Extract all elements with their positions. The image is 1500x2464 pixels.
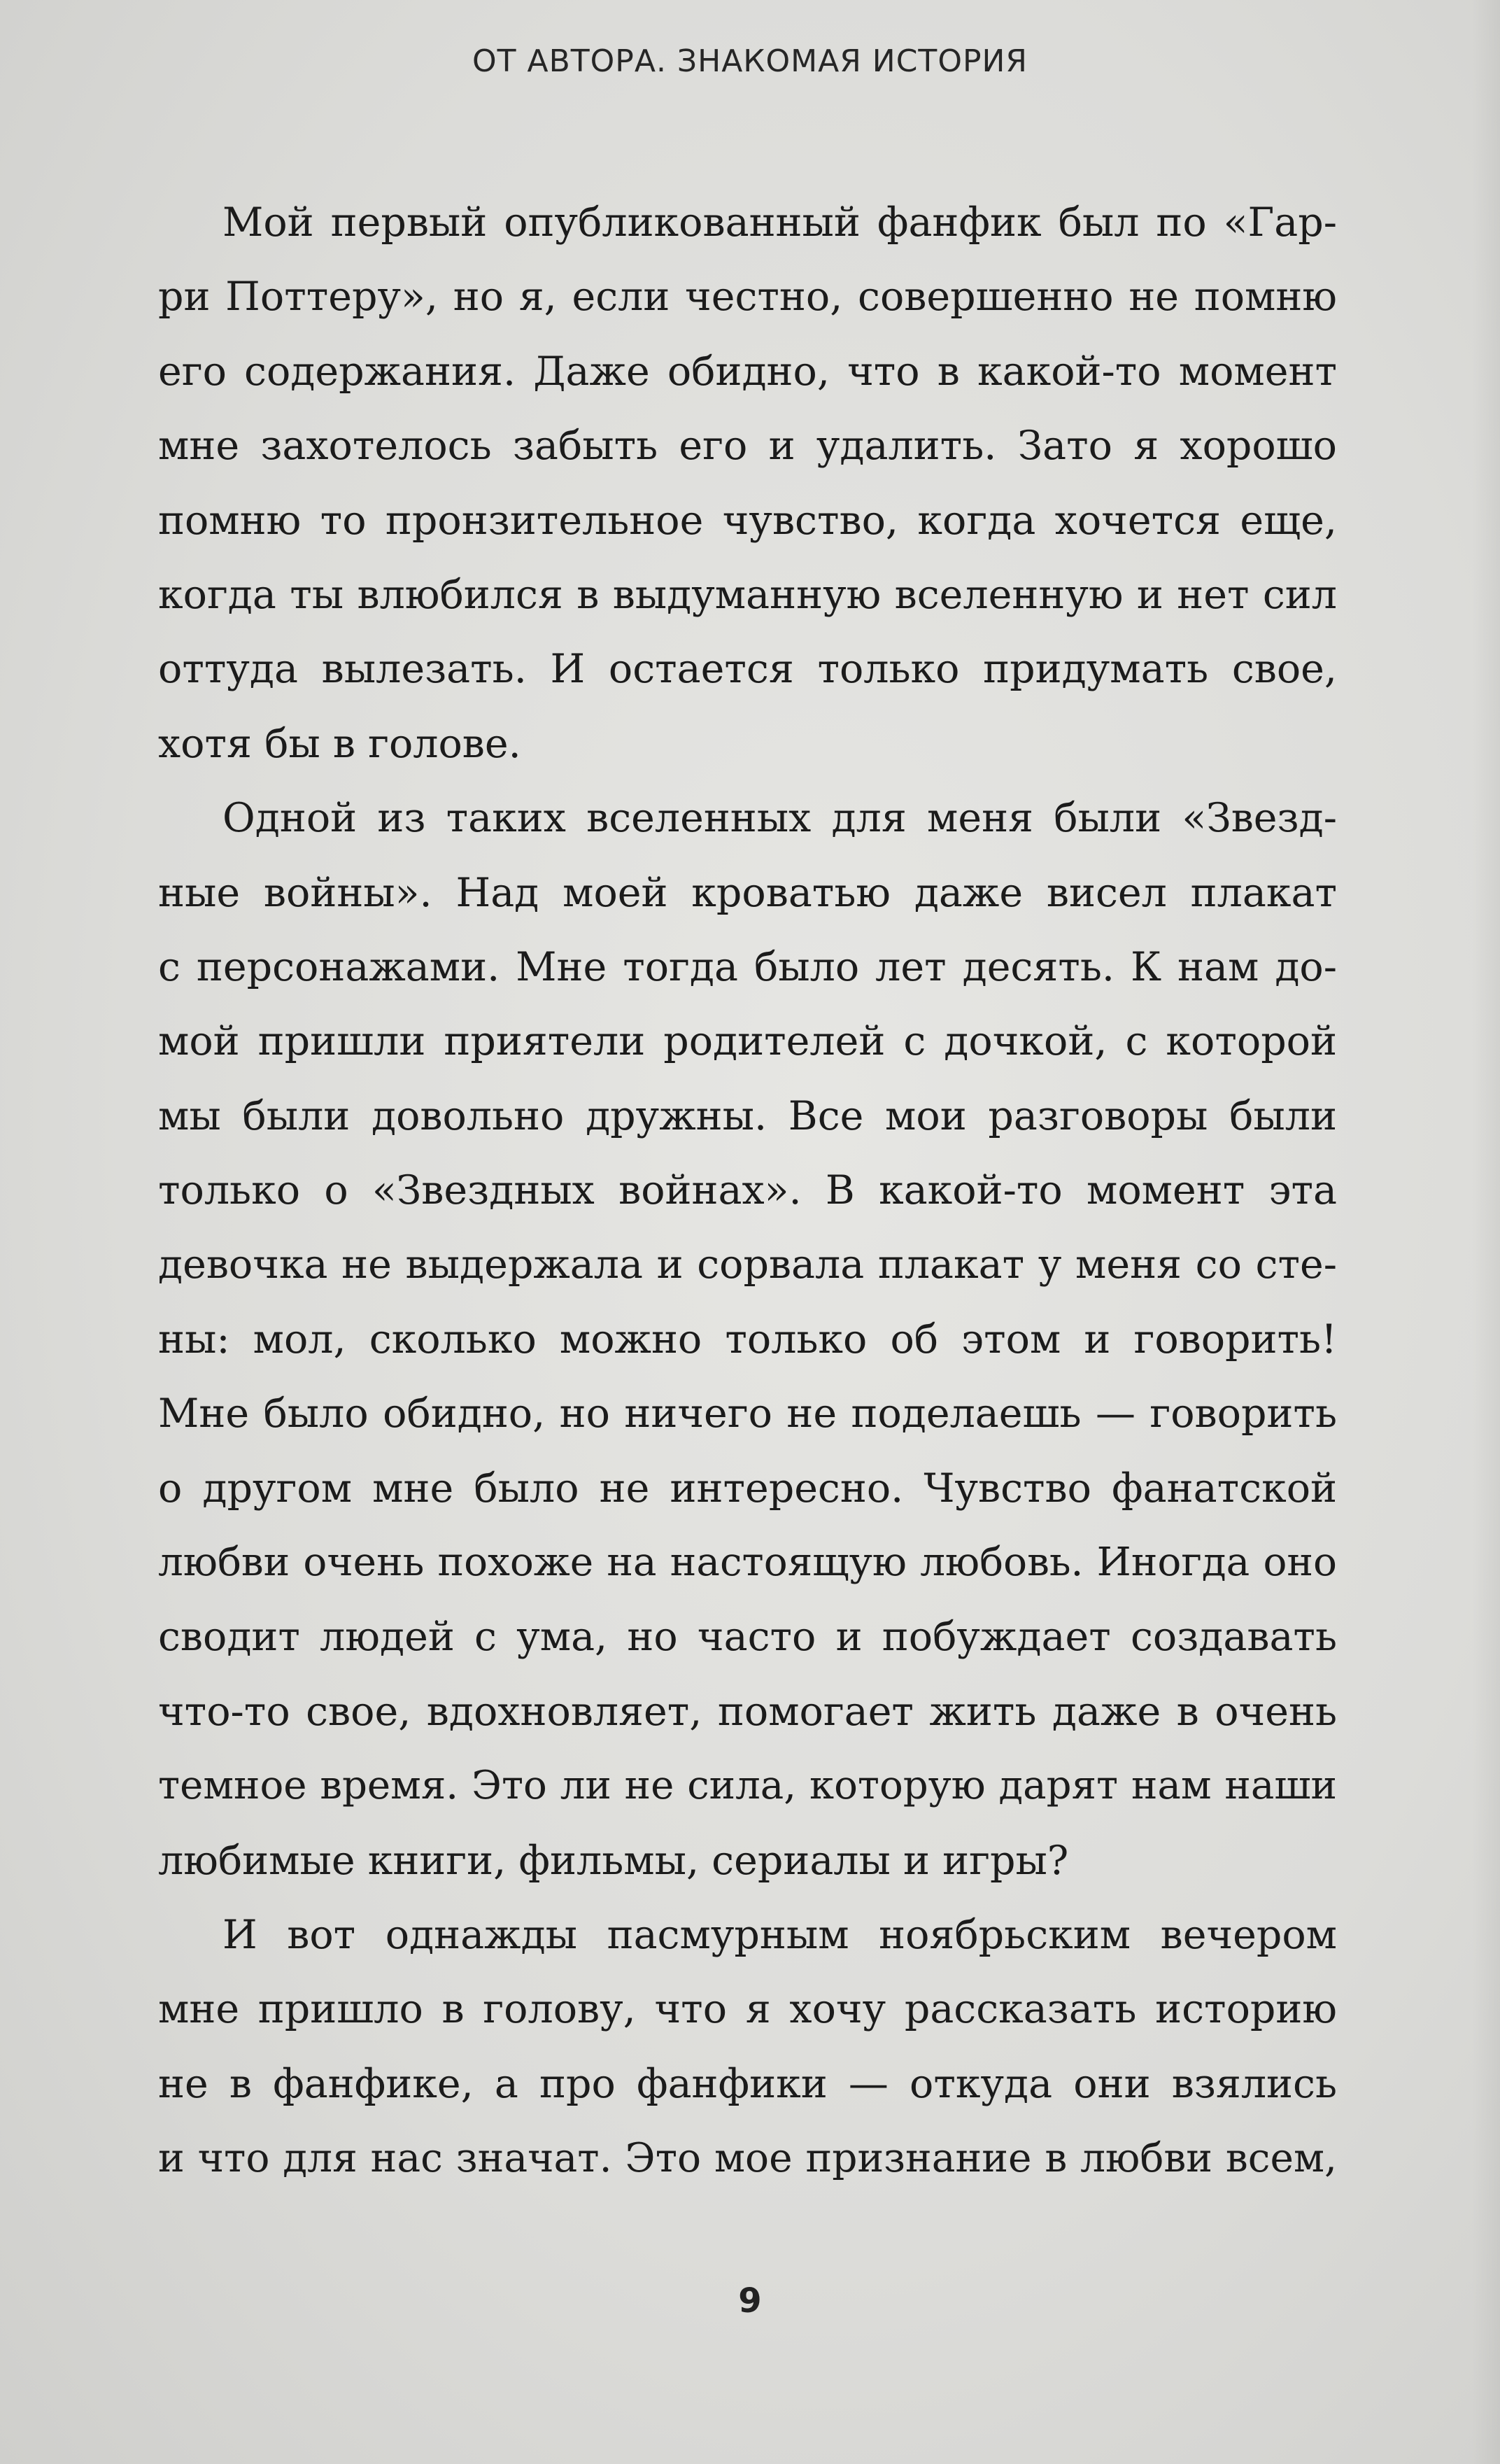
text-line: мне пришло в голову, что я хочу рассказать историю xyxy=(158,1986,1337,2033)
text-line: ные войны». Над моей кроватью даже висел плакат xyxy=(158,869,1337,916)
text-line: мне захотелось забыть его и удалить. Зато я хорошо xyxy=(158,423,1337,470)
page-edge-shadow xyxy=(1472,0,1500,2464)
page-number: 9 xyxy=(738,2281,762,2321)
text-line: Мой первый опубликованный фанфик был по «Гар- xyxy=(222,199,1337,246)
text-line: любви очень похоже на настоящую любовь. Иногда оно xyxy=(158,1540,1337,1586)
text-line: что-то свое, вдохновляет, помогает жить даже в очень xyxy=(158,1688,1337,1735)
text-line: мой пришли приятели родителей с дочкой, с которой xyxy=(158,1018,1337,1065)
text-line: когда ты влюбился в выдуманную вселенную и нет сил xyxy=(158,571,1337,618)
paragraph-3 xyxy=(158,1898,1337,2196)
running-header: ОТ АВТОРА. ЗНАКОМАЯ ИСТОРИЯ xyxy=(472,43,1028,79)
text-line: Мне было обидно, но ничего не поделаешь — говорить xyxy=(158,1391,1337,1437)
text-line: ри Поттеру», но я, если честно, совершенно не помню xyxy=(158,274,1337,321)
text-line: помню то пронзительное чувство, когда хочется еще, xyxy=(158,497,1337,544)
text-line: оттуда вылезать. И остается только придумать свое, xyxy=(158,646,1337,693)
text-line: девочка не выдержала и сорвала плакат у меня со сте- xyxy=(158,1241,1337,1288)
paragraph-1 xyxy=(158,185,1337,781)
text-line: и что для нас значат. Это мое признание в любви всем, xyxy=(158,2135,1337,2182)
text-line: мы были довольно дружны. Все мои разговоры были xyxy=(158,1092,1337,1139)
body-text xyxy=(158,185,1337,2196)
text-line: хотя бы в голове. xyxy=(158,720,521,767)
paragraph-2 xyxy=(158,781,1337,1898)
text-line: сводит людей с ума, но часто и побуждает создавать xyxy=(158,1614,1337,1661)
text-line: о другом мне было не интересно. Чувство фанатской xyxy=(158,1465,1337,1512)
text-line: не в фанфике, а про фанфики — откуда они взялись xyxy=(158,2060,1337,2107)
text-line: темное время. Это ли не сила, которую дарят нам наши xyxy=(158,1763,1337,1809)
text-line: с персонажами. Мне тогда было лет десять. К нам до- xyxy=(158,943,1337,990)
text-line: И вот однажды пасмурным ноябрьским вечером xyxy=(222,1911,1337,1958)
text-line: любимые книги, фильмы, сериалы и игры? xyxy=(158,1837,1069,1884)
text-line: ны: мол, сколько можно только об этом и говорить! xyxy=(158,1316,1337,1363)
text-line: только о «Звездных войнах». В какой-то момент эта xyxy=(158,1167,1337,1214)
text-line: Одной из таких вселенных для меня были «Звезд- xyxy=(222,795,1337,842)
text-line: его содержания. Даже обидно, что в какой-то момент xyxy=(158,348,1337,395)
